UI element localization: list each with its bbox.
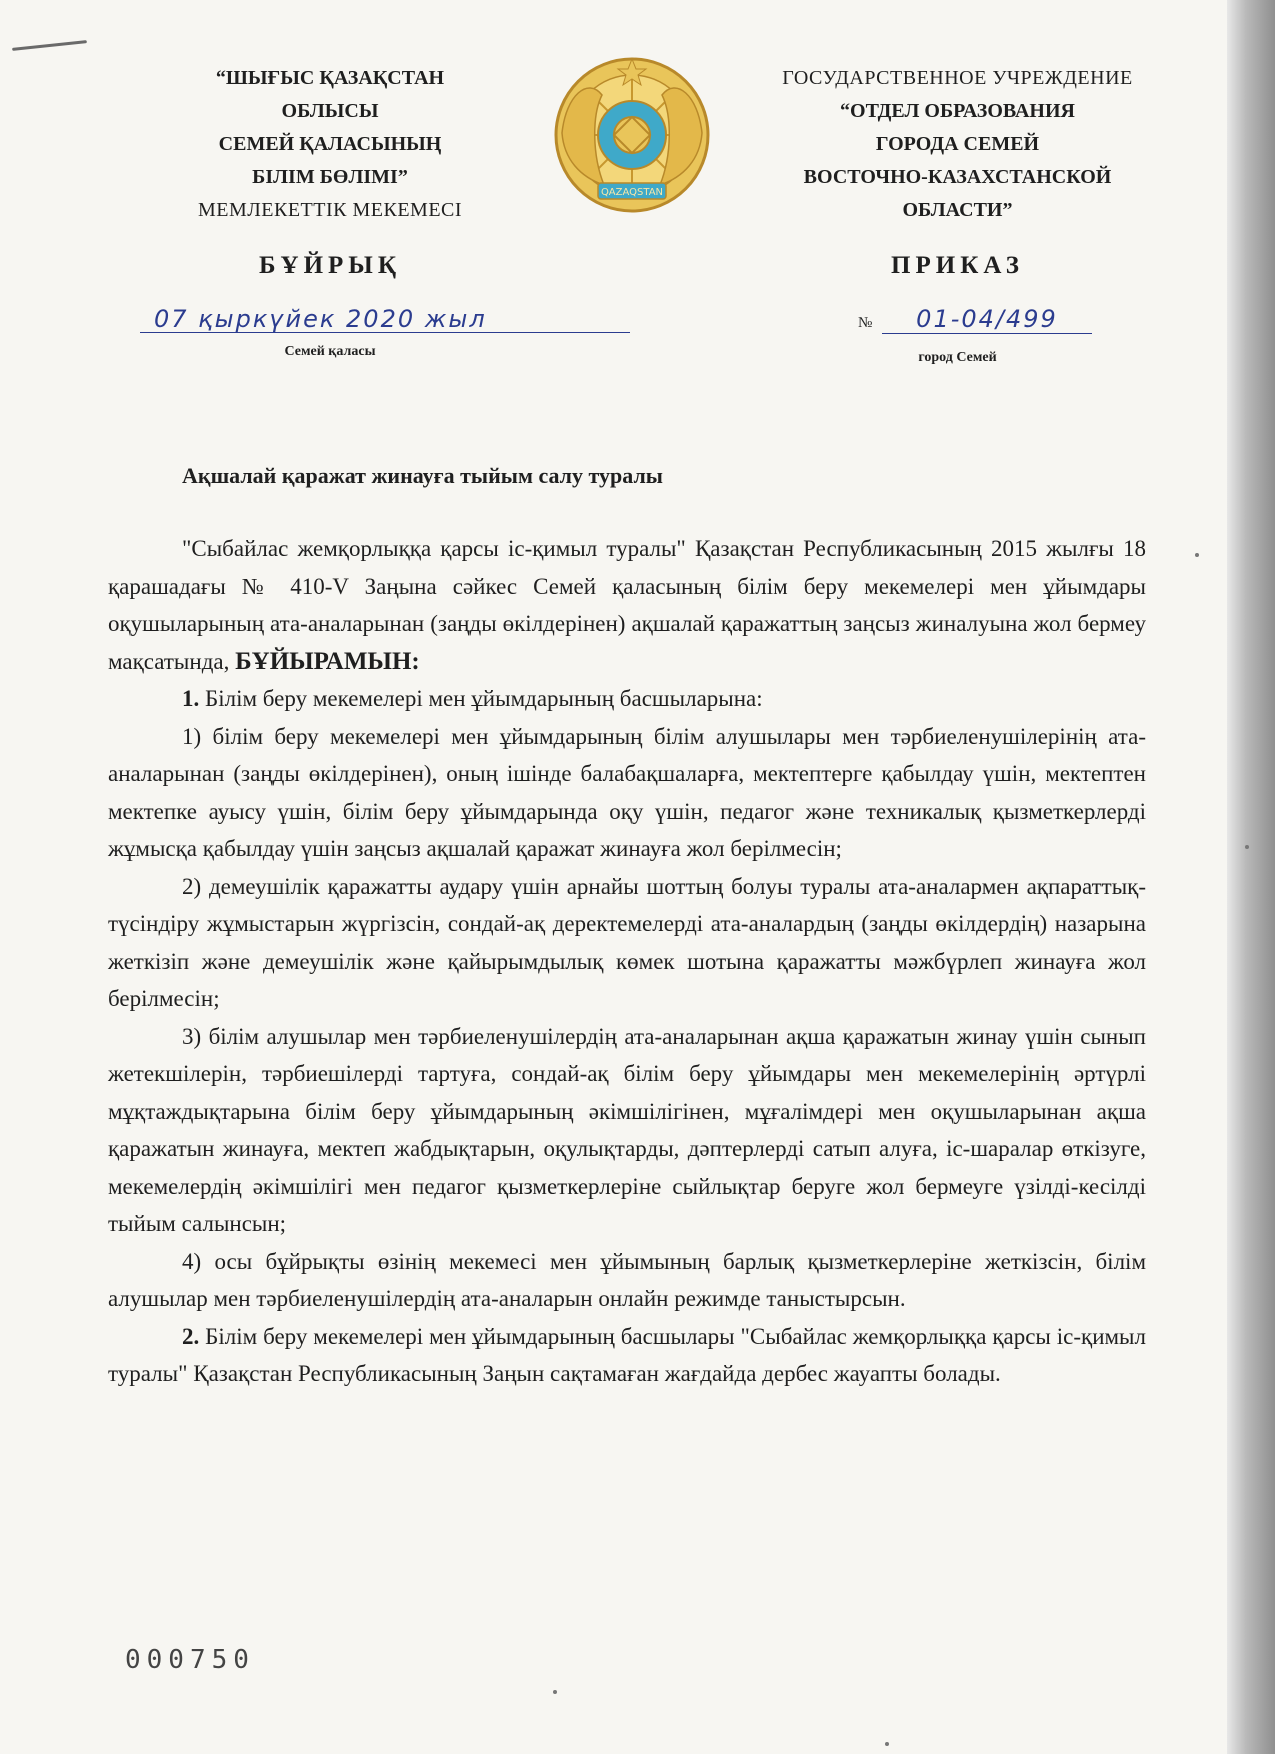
item-1-4: 4) осы бұйрықты өзінің мекемесі мен ұйымының барлық қызметкерлеріне жеткізсін, білім алушылар мен тәрбиеленушілердің ата-аналарын онлайн режимде таныстырсын. <box>108 1248 1146 1311</box>
emblem-ribbon-text: QAZAQSTAN <box>600 187 664 198</box>
header-right-line: ГОСУДАРСТВЕННОЕ УЧРЕЖДЕНИЕ <box>782 67 1133 89</box>
preamble-paragraph <box>108 530 1146 680</box>
header-right-ru <box>745 62 1170 227</box>
item-1-2: 2) демеушілік қаражатты аудару үшін арнайы шоттың болуы туралы ата-аналармен ақпараттық-түсіндіру жұмыстарын жүргізсін, сондай-ақ деректемелерді ата-аналардың (заңды өкілдердің) назарына жеткізіп және демеушілік және қайырымдылық көмек шотына қаражатты мәжбүрлеп жинауға жол берілмесін; <box>108 873 1146 1011</box>
header-right-line: “ОТДЕЛ ОБРАЗОВАНИЯ <box>840 100 1075 122</box>
speck <box>1245 845 1249 849</box>
order-number <box>858 305 1098 335</box>
preamble-text: "Сыбайлас жемқорлыққа қарсы іс-қимыл туралы" Қазақстан Республикасының 2015 жылғы 18 қарашадағы № 410-V Заңына сәйкес Семей қаласының білім беру мекемелері мен ұйымдары оқушыларының ата-аналарынан (заңды өкілдерінен) ақшалай қаражаттың заңсыз жиналуына жол бермеу мақсатында, <box>108 536 1146 674</box>
handwritten-number: 01-04/499 <box>882 305 1092 334</box>
header-left-line: БІЛІМ БӨЛІМІ” <box>252 166 408 188</box>
place-kz: Семей қаласы <box>284 344 376 359</box>
item-1 <box>108 680 1146 718</box>
scan-shadow-edge <box>1227 0 1275 1754</box>
page-serial-code: 000750 <box>125 1645 255 1675</box>
number-label: № <box>858 315 873 331</box>
item-1-1: 1) білім беру мекемелері мен ұйымдарының білім алушылары мен тәрбиеленушілерінің ата-аналарынан (заңды өкілдерінен), оның ішінде балабақшаларға, мектептерге қабылдау үшін, мектептен мектепке ауысу үшін, білім беру ұйымдарында оқу үшін, педагог және техникалық қызметкерлерді жұмысқа қабылдау үшін заңсыз ақшалай қаражат жинауға жол берілмесін; <box>108 723 1146 861</box>
doc-type-kz: БҰЙРЫҚ <box>259 252 401 279</box>
item-1-number: 1. <box>182 686 200 711</box>
document-body <box>108 530 1146 1393</box>
item-2 <box>108 1318 1146 1393</box>
pen-mark <box>12 40 87 51</box>
item-1-text: Білім беру мекемелері мен ұйымдарының басшыларына: <box>199 686 763 711</box>
header-left-line: ОБЛЫСЫ <box>281 100 379 122</box>
header-right-line: ГОРОДА СЕМЕЙ <box>875 133 1040 155</box>
item-1-3: 3) білім алушылар мен тәрбиеленушілердің ата-аналарынан ақша қаражатын жинау үшін сынып жетекшілерін, тәрбиешілерді тартуға, сондай-ақ білім беру ұйымдары мен мекемелерінің әртүрлі мұқтаждықтарына білім беру ұйымдарының әкімшілігінен, мұғалімдері мен оқушыларынан ақша қаражатын жинауға, мектеп жабдықтарын, оқулықтарды, дәптерлерді сатып алуға, іс-шаралар өткізуге, мекемелердің әкімшілігі мен педагог қызметкерлеріне сыйлықтар беруге жол бермеуге үзілді-кесілді тыйым салынсын; <box>108 1023 1146 1236</box>
place-ru: город Семей <box>918 350 997 365</box>
header-left-line: СЕМЕЙ ҚАЛАСЫНЫҢ <box>218 133 442 155</box>
header-right-line: ВОСТОЧНО-КАЗАХСТАНСКОЙ <box>803 166 1112 188</box>
doc-type-ru: ПРИКАЗ <box>891 252 1024 279</box>
header-left-line: МЕМЛЕКЕТТІК МЕКЕМЕСІ <box>197 199 463 221</box>
header-left-line: “ШЫҒЫС ҚАЗАҚСТАН <box>215 67 445 89</box>
item-2-text: Білім беру мекемелері мен ұйымдарының басшылары "Сыбайлас жемқорлыққа қарсы іс-қимыл туралы" Қазақстан Республикасының Заңын сақтамаған жағдайда дербес жауапты болады. <box>108 1323 1146 1386</box>
header-left-kz <box>150 62 510 227</box>
header-right-line: ОБЛАСТИ” <box>902 199 1013 221</box>
kazakhstan-state-emblem-icon <box>552 55 712 215</box>
item-2-number: 2. <box>182 1323 200 1349</box>
speck <box>1195 553 1199 557</box>
order-word: БҰЙЫРАМЫН: <box>235 647 420 675</box>
speck <box>553 1690 557 1694</box>
document-title: Ақшалай қаражат жинауға тыйым салу туралы <box>182 463 663 488</box>
handwritten-date: 07 қыркүйек 2020 жыл <box>140 305 630 333</box>
speck <box>885 1742 889 1746</box>
